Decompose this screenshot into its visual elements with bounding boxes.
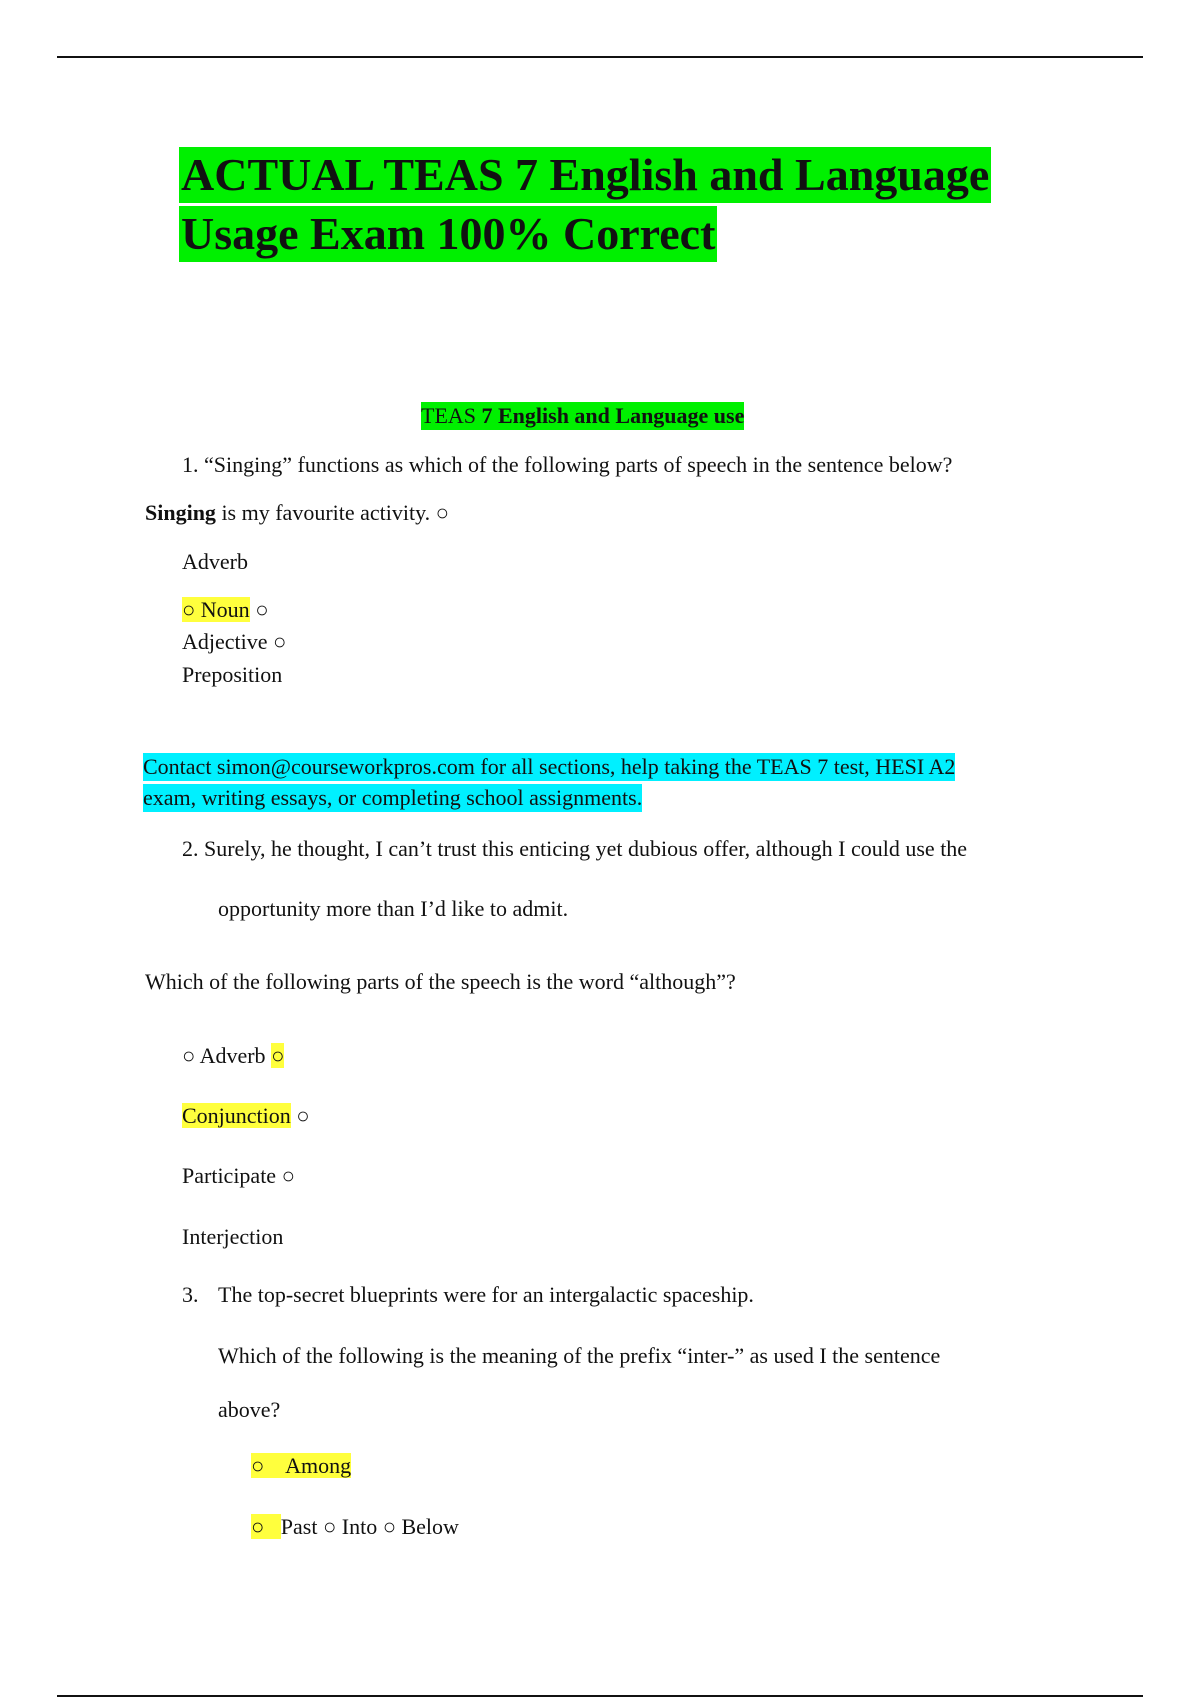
q3-remaining-options: Past ○ Into ○ Below	[280, 1514, 459, 1539]
q1-stem: 1. “Singing” functions as which of the following parts of speech in the sentence below?	[182, 452, 953, 477]
q3-option-among	[251, 1452, 351, 1480]
section-heading-plain: TEAS	[421, 403, 482, 428]
bottom-rule	[57, 1695, 1143, 1697]
q2-option-participate: Participate ○	[182, 1163, 295, 1188]
section-heading	[421, 402, 744, 430]
contact-line-1: Contact simon@courseworkpros.com for all sections, help taking the TEAS 7 test, HESI A2	[143, 754, 956, 779]
contact-line-2: exam, writing essays, or completing school assignments.	[143, 785, 643, 810]
section-heading-bold: 7 English and Language use	[481, 403, 745, 428]
q3-stem: The top-secret blueprints were for an intergalactic spaceship.	[218, 1282, 754, 1307]
q1-sentence	[145, 499, 449, 527]
q1-option-noun	[182, 596, 268, 624]
q3-question-line-2: above?	[218, 1397, 281, 1422]
q2-question: Which of the following parts of the speech is the word “although”?	[145, 969, 736, 994]
title-line-2: Usage Exam 100% Correct	[179, 206, 717, 262]
q3-question-line-1: Which of the following is the meaning of the prefix “inter-” as used I the sentence	[218, 1343, 941, 1368]
q3-number: 3.	[182, 1282, 199, 1307]
q3-answer-among: ○ Among	[251, 1453, 352, 1478]
q1-answer-noun: ○ Noun	[182, 597, 250, 622]
q1-sentence-bold: Singing	[145, 500, 216, 525]
top-rule	[57, 56, 1143, 58]
q2-answer-conjunction: Conjunction	[182, 1103, 291, 1128]
q2-stem-line-1: 2. Surely, he thought, I can’t trust this enticing yet dubious offer, although I could use the	[182, 836, 968, 861]
q1-option-adjective: Adjective ○	[182, 629, 287, 654]
q2-stem-line-2: opportunity more than I’d like to admit.	[218, 896, 569, 921]
q1-option-adverb: Adverb	[182, 549, 248, 574]
q3-option-others	[251, 1513, 459, 1541]
q2-conjunction-radio-mark: ○	[290, 1103, 310, 1128]
q1-option-preposition: Preposition	[182, 662, 283, 687]
title-line-1: ACTUAL TEAS 7 English and Language	[179, 147, 991, 203]
q2-option-adverb	[182, 1042, 284, 1070]
q2-option-conjunction	[182, 1102, 310, 1130]
q2-adverb-text: ○ Adverb	[182, 1043, 272, 1068]
q1-sentence-rest: is my favourite activity. ○	[215, 500, 449, 525]
q3-highlighted-radio-mark: ○	[251, 1514, 281, 1539]
q2-option-interjection: Interjection	[182, 1224, 284, 1249]
q2-adverb-radio-mark: ○	[271, 1043, 285, 1068]
q1-noun-radio-mark: ○	[249, 597, 269, 622]
